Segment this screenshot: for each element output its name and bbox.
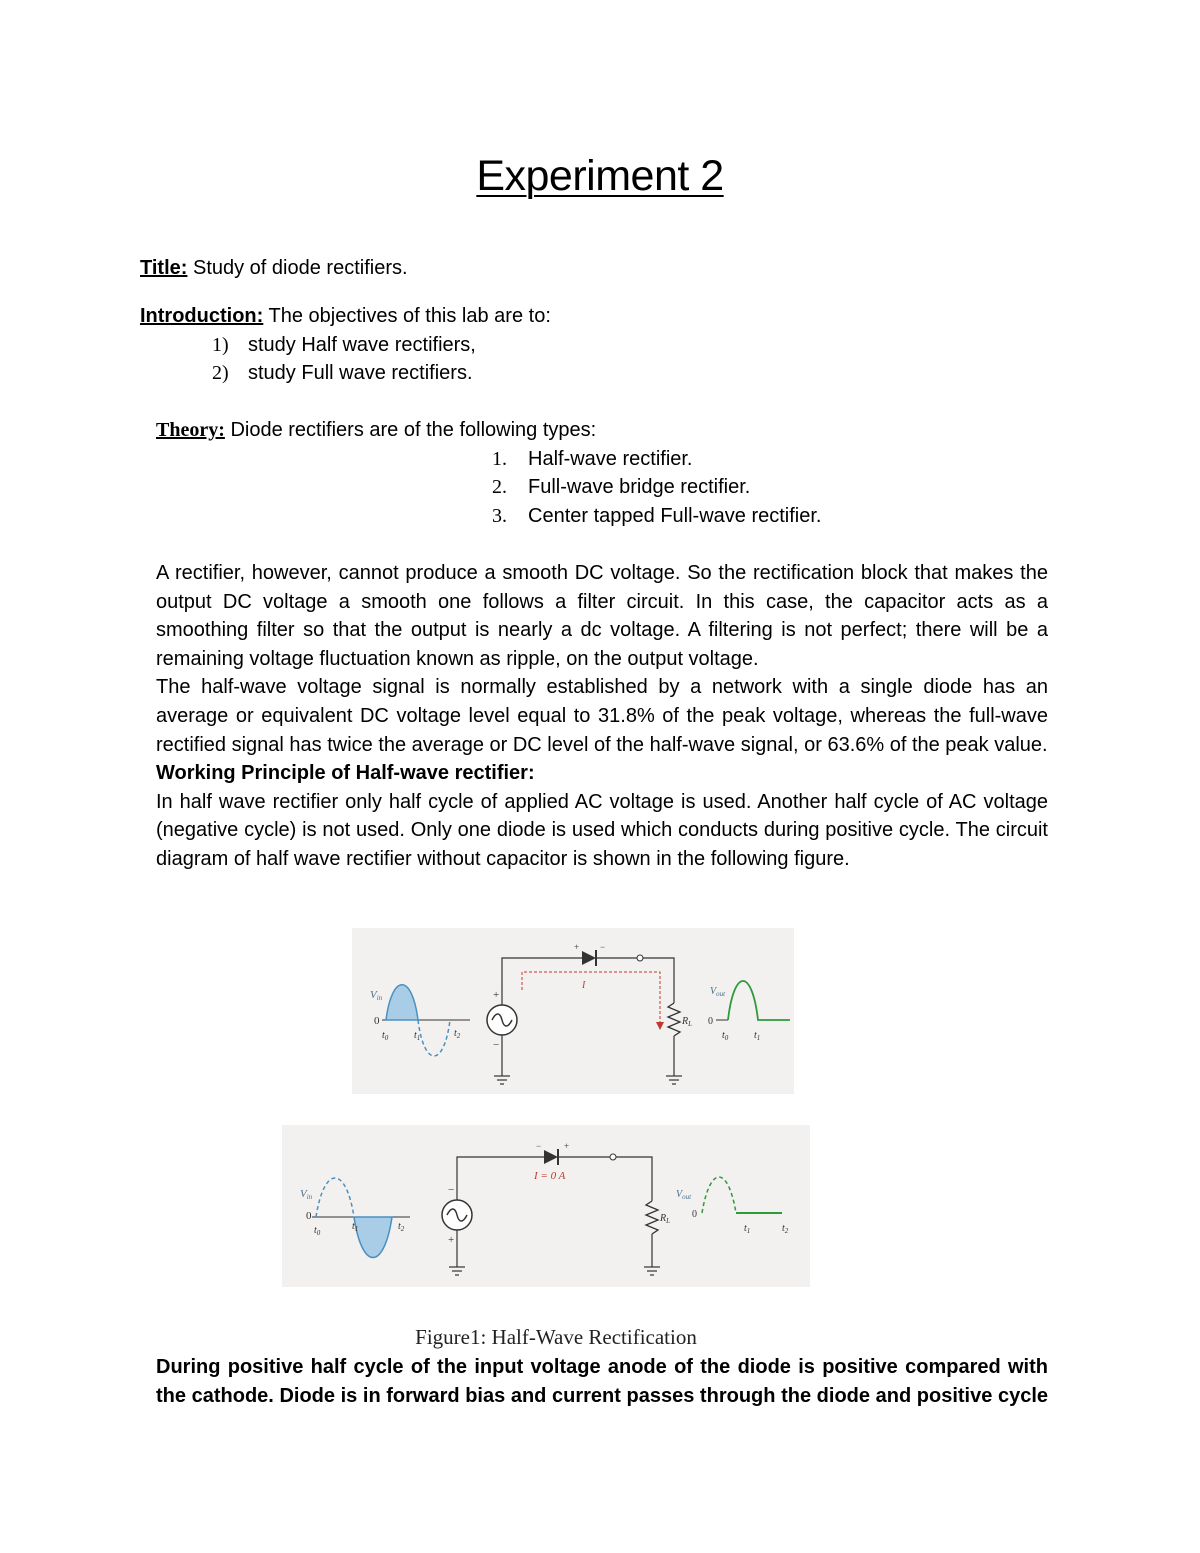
circuit-diagram-positive [352, 928, 794, 1094]
vin-label: Vin [300, 1188, 313, 1201]
page-heading: Experiment 2 [476, 152, 724, 200]
plus-label: + [564, 1141, 570, 1151]
vout-label: $V_{out}$ [676, 1189, 692, 1201]
title-text: Study of diode rectifiers. [187, 257, 408, 279]
list-text: study Half wave rectifiers, [248, 334, 476, 356]
ground-icon [494, 1076, 510, 1084]
paragraph-half-wave-signal: The half-wave voltage signal is normally established by a network with a single diode has an average or equivalent DC voltage level equal to 31.8% of the peak voltage, whereas the full-wave rectified signal has twice the average or DC level of the half-wave signal, or 63.6% of the peak value. [156, 676, 1048, 756]
plus-label: + [493, 989, 500, 1001]
zero-label: 0 [708, 1016, 713, 1027]
plus-label: + [448, 1234, 455, 1246]
t1-label: $t_1$ [352, 1221, 359, 1233]
resistor-icon [668, 1003, 680, 1036]
intro-list-item [212, 361, 473, 385]
working-principle-heading: Working Principle of Half-wave rectifier: [156, 762, 535, 785]
title-line [140, 256, 408, 280]
diode-icon [582, 951, 596, 965]
current-path-arrow [522, 972, 660, 1024]
introduction-line [140, 304, 551, 328]
theory-label: Theory: [156, 419, 225, 441]
list-number: 1. [492, 448, 507, 470]
rl-label: $R_L$ [682, 1016, 693, 1028]
theory-line [156, 418, 596, 442]
circuit-diagram-negative [282, 1125, 810, 1287]
body-text-continued [156, 1353, 1048, 1410]
theory-text: Diode rectifiers are of the following types: [224, 419, 597, 441]
paragraph-positive-cycle-line: During positive half cycle of the input voltage anode of the diode is positive compared with [156, 1356, 1048, 1378]
minus-label: − [493, 1039, 500, 1051]
theory-list-item [492, 475, 750, 499]
zero-label: 0 [306, 1210, 312, 1222]
theory-list-item [492, 447, 693, 471]
t0-label: $t_0$ [382, 1030, 389, 1042]
zero-current-label: I = 0 A [534, 1170, 566, 1182]
theory-list-item [492, 504, 821, 528]
input-positive-half-wave [386, 985, 418, 1020]
t1-label: $t_1$ [754, 1030, 761, 1042]
list-number: 2. [492, 476, 507, 498]
figure-caption: Figure1: Half-Wave Rectification [415, 1325, 697, 1349]
list-text: Center tapped Full-wave rectifier. [528, 505, 822, 527]
paragraph-positive-cycle-line: the cathode. Diode is in forward bias and current passes through the diode and positive cycle [156, 1384, 1048, 1407]
t2-label: $t_2$ [398, 1221, 405, 1233]
vin-label: Vin [370, 989, 383, 1002]
zero-label: 0 [692, 1209, 697, 1220]
list-number: 2) [212, 362, 229, 384]
input-negative-half-wave [354, 1217, 392, 1258]
t0-label: $t_0$ [722, 1030, 729, 1042]
zero-label: 0 [374, 1015, 380, 1027]
ground-icon [644, 1267, 660, 1275]
half-wave-negative-cycle-figure [282, 1125, 810, 1287]
ground-icon [666, 1076, 682, 1084]
diode-icon [544, 1150, 558, 1164]
t0-label: $t_0$ [314, 1225, 321, 1237]
body-text [156, 559, 1048, 874]
minus-label: − [600, 942, 606, 952]
minus-label: − [536, 1141, 542, 1151]
introduction-text: The objectives of this lab are to: [263, 305, 551, 327]
ground-icon [449, 1267, 465, 1275]
t2-label: $t_2$ [782, 1223, 789, 1235]
t1-label: $t_1$ [744, 1223, 751, 1235]
list-text: study Full wave rectifiers. [248, 362, 473, 384]
list-text: Full-wave bridge rectifier. [528, 476, 751, 498]
t1-label: $t_1$ [414, 1030, 421, 1042]
paragraph-rectifier: A rectifier, however, cannot produce a smooth DC voltage. So the rectification block that makes the output DC voltage a smooth one follows a filter circuit. In this case, the capacitor acts as a smoothing filter so that the output is nearly a dc voltage. A filtering is not perfect; there will be a remaining voltage fluctuation known as ripple, on the output voltage. [156, 562, 1048, 670]
list-text: Half-wave rectifier. [528, 448, 693, 470]
paragraph-working-principle: In half wave rectifier only half cycle of applied AC voltage is used. Another half cycle of AC voltage (negative cycle) is not used. Only one diode is used which conducts during positive cycle. The circuit diagram of half wave rectifier without capacitor is shown in the following figure. [156, 790, 1048, 870]
t2-label: $t_2$ [454, 1028, 461, 1040]
half-wave-positive-cycle-figure [352, 928, 794, 1094]
title-label: Title: [140, 257, 188, 279]
intro-list-item [212, 333, 476, 357]
plus-label: + [574, 942, 580, 952]
output-half-wave [728, 981, 790, 1020]
minus-label: − [448, 1184, 455, 1196]
current-label: I [582, 980, 586, 991]
list-number: 3. [492, 505, 507, 527]
resistor-icon [646, 1201, 658, 1234]
list-number: 1) [212, 334, 229, 356]
vout-label: $V_{out}$ [710, 986, 726, 998]
rl-label: $R_L$ [660, 1213, 671, 1225]
introduction-label: Introduction: [140, 305, 264, 327]
